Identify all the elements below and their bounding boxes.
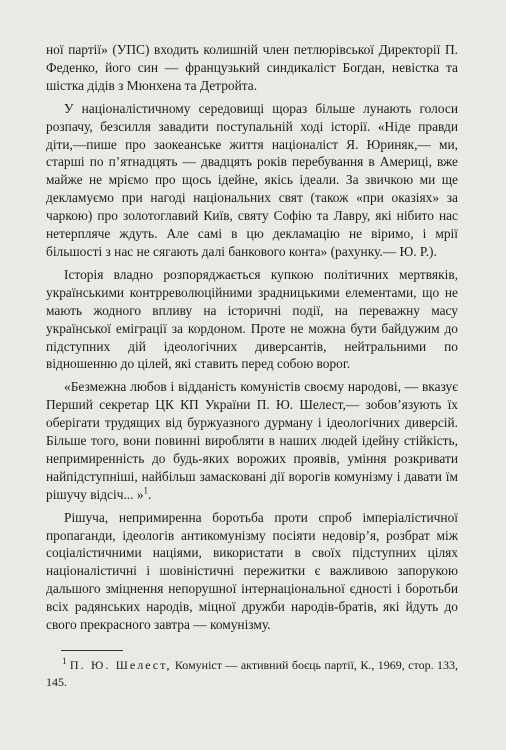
quote-text: «Безмежна любов і відданість комуністів своєму народові, — вказує Перший секретар ЦК КП України П. Ю. Шелест,— зобов’язують їх оберігати трудящих від буржуазного дурману і ідеологічних диверсій. Більше того, вони повинні виробляти в наших людей ідейну стійкість, непримиренність до будь-яких ворожих проявів, уміння розкривати найпідступніші, найбільш замасковані дії ворогів комунізму і давати їм рішучу відсіч... »	[46, 379, 458, 502]
paragraph-5: Рішуча, непримиренна боротьба проти спроб імперіалістичної пропаганди, ідеологів антикомунізму посіяти недовір’я, розбрат між соціалістичними націями, використати в своїх підступних цілях націоналістичні і шовіністичні пережитки є важливою запорукою дальшого зміцнення непорушної інтернаціональної єдності і боротьби всіх радянських народів, міцної дружби народів-братів, які йдуть до свого прекрасного завтра — комунізму.	[46, 509, 458, 633]
paragraph-4: «Безмежна любов і відданість комуністів своєму народові, — вказує Перший секретар ЦК КП України П. Ю. Шелест,— зобов’язують їх оберігати трудящих від буржуазного дурману і ідеологічних диверсій. Більше того, вони повинні виробляти в наших людей ідейну стійкість, непримиренність до будь-яких ворожих проявів, уміння розкривати найпідступніші, найбільш замасковані дії ворогів комунізму і давати їм рішучу відсіч... »$^1$.	[46, 379, 458, 502]
paragraph-2: У націоналістичному середовищі щораз більше лунають голоси розпачу, безсилля завадити поступальній ході історії. «Ніде правди діти,—пише про заокеанське життя націоналіст Я. Юриняк,— ми, старші по п’ятнадцять — двадцять років перебування в Америці, вже майже не мріємо про щось ідейне, якісь ідеали. За звичкою ми ще декламуємо при нагоді національних свят (також «при оказіях» за чаркою) про золотоглавий Київ, святу Софію та Лавру, які нібито нас нетерпляче ждуть. Але самі в цю декламацію не віримо, і мрії більшості з нас не сягають далі банкового конта» (рахунку.— Ю. Р.).	[46, 100, 458, 259]
paragraph-3: Історія владно розпоряджається купкою політичних мертвяків, українськими контрреволюційними зрадницькими елементами, що не мають жодного впливу на історичні події, на переважну масу української еміграції за кордоном. Проте не можна бути байдужим до підступних дій ідеологічних диверсантів, нейтральними по відношенню до цілей, які ставить перед собою ворог.	[46, 266, 458, 372]
footnote-divider	[61, 650, 123, 651]
footnote-ref: 1	[143, 485, 149, 496]
footnote	[46, 657, 458, 691]
footnote-author: П. Ю. Шелест,	[69, 658, 172, 672]
paragraph-1: ної партії» (УПС) входить колишній член петлюрівської Директорії П. Феденко, його син — французький синдикаліст Богдан, невістка та шістка дідів з Мюнхена та Детройта.	[46, 42, 458, 93]
footnote-marker: 1	[62, 656, 67, 666]
footnote-text: Комуніст — активний боєць партії, К., 1969, стор. 133, 145.	[46, 658, 459, 689]
body-text	[46, 41, 458, 639]
